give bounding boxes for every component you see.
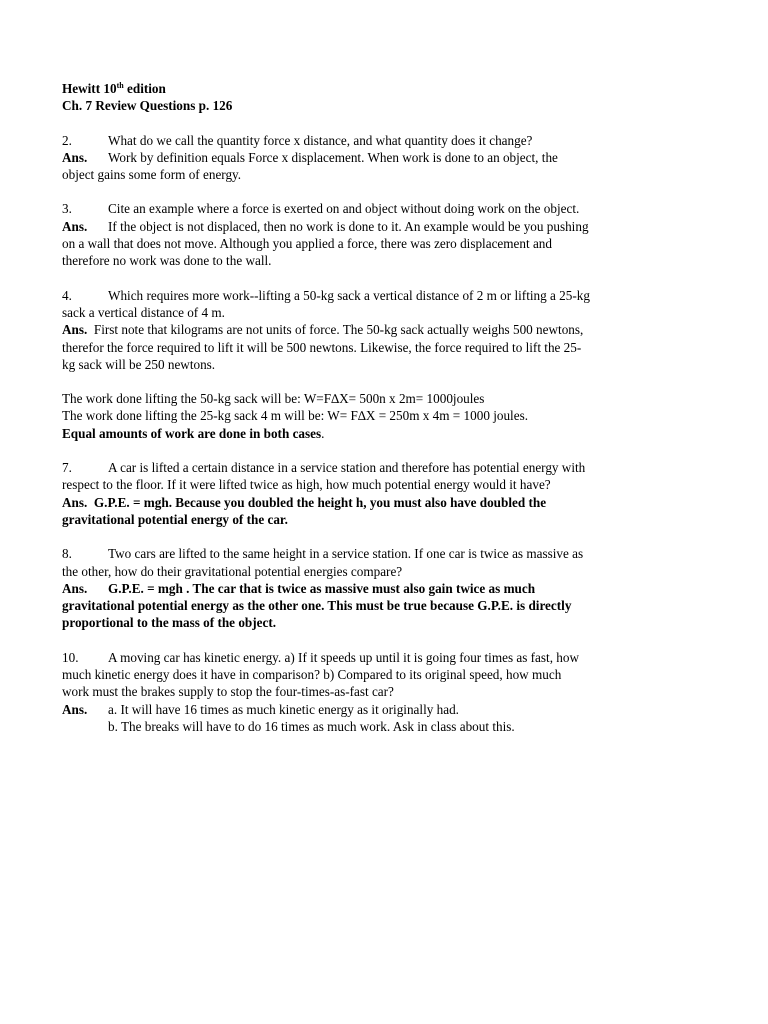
question-text: 3. Cite an example where a force is exerted on and object without doing work on the object. [62, 201, 580, 217]
question-text: respect to the floor. If it were lifted twice as high, how much potential energy would it have? [62, 477, 551, 493]
question-number: 8. [62, 546, 72, 562]
question-4 [62, 287, 662, 442]
book-title: Hewitt 10th edition [62, 81, 166, 96]
answer-label: Ans. [62, 218, 88, 234]
answer-line: Ans. Work by definition equals Force x displacement. When work is done to an object, the [62, 149, 558, 165]
answer-line: b. The breaks will have to do 16 times as much work. Ask in class about this. [108, 718, 515, 734]
document-page [62, 80, 662, 735]
question-text: 4. Which requires more work--lifting a 50-kg sack a vertical distance of 2 m or lifting a 25-kg [62, 287, 590, 303]
answer-line: Ans. If the object is not displaced, then no work is done to it. An example would be you pushing [62, 218, 589, 234]
question-text: 10. A moving car has kinetic energy. a) If it speeds up until it is going four times as fast, how [62, 649, 579, 665]
answer-label: Ans. [62, 322, 88, 338]
answer-line: gravitational potential energy as the other one. This must be true because G.P.E. is directly [62, 598, 572, 614]
question-2 [62, 132, 662, 184]
answer-line: therefore no work was done to the wall. [62, 253, 272, 269]
question-10 [62, 649, 662, 735]
question-7 [62, 459, 662, 528]
answer-label: Ans. [62, 580, 88, 596]
question-number: 2. [62, 132, 72, 148]
answer-line: kg sack will be 250 newtons. [62, 356, 216, 372]
answer-label: Ans. [62, 494, 88, 510]
chapter-title: Ch. 7 Review Questions p. 126 [62, 98, 233, 114]
question-text: much kinetic energy does it have in comparison? b) Compared to its original speed, how much [62, 667, 562, 683]
document-header [62, 80, 662, 115]
answer-label: Ans. [62, 149, 88, 165]
answer-line: object gains some form of energy. [62, 167, 242, 183]
answer-line: Ans. a. It will have 16 times as much kinetic energy as it originally had. [62, 701, 459, 717]
question-text: work must the brakes supply to stop the four-times-as-fast car? [62, 684, 394, 700]
question-3 [62, 200, 662, 269]
answer-line: proportional to the mass of the object. [62, 615, 277, 631]
question-number: 10. [62, 649, 79, 665]
question-text: the other, how do their gravitational potential energies compare? [62, 563, 403, 579]
question-number: 4. [62, 287, 72, 303]
work-calculations [62, 390, 662, 442]
question-number: 3. [62, 201, 72, 217]
answer-line: Ans. G.P.E. = mgh. Because you doubled the height h, you must also have doubled the [62, 494, 547, 510]
question-number: 7. [62, 460, 72, 476]
conclusion-line: Equal amounts of work are done in both cases. [62, 425, 325, 441]
work-calc-line: The work done lifting the 50-kg sack will be: W=F∆X= 500n x 2m= 1000joules [62, 391, 485, 407]
answer-line: gravitational potential energy of the car. [62, 511, 288, 527]
question-8 [62, 545, 662, 631]
answer-line: on a wall that does not move. Although you applied a force, there was zero displacement and [62, 236, 552, 252]
answer-line: Ans. First note that kilograms are not units of force. The 50-kg sack actually weighs 500 newtons, [62, 322, 584, 338]
question-text: sack a vertical distance of 4 m. [62, 304, 225, 320]
question-text: 2. What do we call the quantity force x distance, and what quantity does it change? [62, 132, 533, 148]
answer-label: Ans. [62, 701, 88, 717]
answer-line: Ans. G.P.E. = mgh . The car that is twice as massive must also gain twice as much [62, 580, 536, 596]
question-text: 8. Two cars are lifted to the same height in a service station. If one car is twice as massive as [62, 546, 584, 562]
answer-line: therefor the force required to lift it will be 500 newtons. Likewise, the force required to lift the 25- [62, 339, 582, 355]
question-text: 7. A car is lifted a certain distance in a service station and therefore has potential energy with [62, 460, 586, 476]
work-calc-line: The work done lifting the 25-kg sack 4 m will be: W= F∆X = 250m x 4m = 1000 joules. [62, 408, 529, 424]
